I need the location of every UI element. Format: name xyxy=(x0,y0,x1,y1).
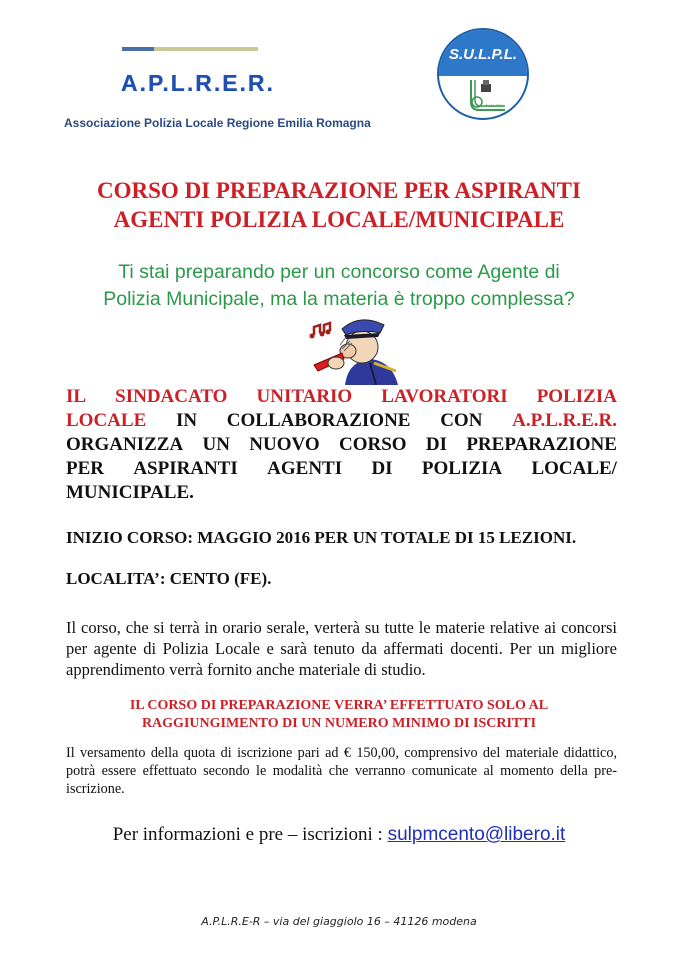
word: LOCALE/ xyxy=(531,458,617,479)
sulpl-emblem-icon xyxy=(461,76,509,116)
word: COLLABORAZIONE xyxy=(226,410,411,431)
police-officer-icon xyxy=(300,313,400,385)
contact-email-link[interactable]: sulpmcento@libero.it xyxy=(387,824,566,845)
warning-line-2: RAGGIUNGIMENTO DI UN NUMERO MINIMO DI ISCRITTI xyxy=(141,716,537,731)
word: ORGANIZZA xyxy=(66,434,184,455)
word: A.P.L.R.E.R. xyxy=(512,410,617,431)
word: LAVORATORI xyxy=(381,386,508,407)
warning-line-1: IL CORSO DI PREPARAZIONE VERRA’ EFFETTUATO SOLO AL xyxy=(129,698,549,713)
word: DI xyxy=(371,458,393,479)
aplrer-logo-text: A.P.L.R.E.R. xyxy=(121,70,275,96)
announcement-line-5: MUNICIPALE. xyxy=(66,482,194,503)
word: NUOVO xyxy=(249,434,320,455)
announcement xyxy=(66,385,617,505)
contact-info xyxy=(0,824,678,846)
word: SINDACATO xyxy=(115,386,228,407)
word: POLIZIA xyxy=(421,458,503,479)
word: IL xyxy=(66,386,87,407)
svg-text:S.U.L.P.M.: S.U.L.P.M. xyxy=(485,103,504,108)
word: PREPARAZIONE xyxy=(466,434,617,455)
announcement-line-2 xyxy=(66,409,617,433)
course-description: Il corso, che si terrà in orario serale, verterà su tutte le materie relative ai concorsi per agente di Polizia Locale e sarà tenuto da affermati docenti. Per un migliore apprendimento verrà fornito anche materiale di studio. xyxy=(66,618,617,679)
sulpl-logo xyxy=(437,28,529,120)
course-start: INIZIO CORSO: MAGGIO 2016 PER UN TOTALE DI 15 LEZIONI. xyxy=(66,528,577,547)
minimum-enrollment-warning xyxy=(0,697,678,733)
footer-address: A.P.L.R.E-R – via del giaggiolo 16 – 41126 modena xyxy=(201,915,477,928)
word: POLIZIA xyxy=(536,386,617,407)
announcement-line-3 xyxy=(66,433,617,457)
title-line-1: CORSO DI PREPARAZIONE PER ASPIRANTI xyxy=(97,178,581,203)
course-location: LOCALITA’: CENTO (FE). xyxy=(66,569,272,588)
word: CORSO xyxy=(338,434,407,455)
word: AGENTI xyxy=(267,458,343,479)
word: ASPIRANTI xyxy=(133,458,238,479)
word: IN xyxy=(175,410,198,431)
announcement-line-1 xyxy=(66,385,617,409)
title-line-2: AGENTI POLIZIA LOCALE/MUNICIPALE xyxy=(113,207,565,232)
sulpl-logo-text: S.U.L.P.L. xyxy=(448,46,518,63)
word: UNITARIO xyxy=(256,386,353,407)
announcement-line-4 xyxy=(66,457,617,481)
logo-bar-tan xyxy=(154,47,258,51)
word: DI xyxy=(425,434,447,455)
word: CON xyxy=(440,410,483,431)
fee-info: Il versamento della quota di iscrizione pari ad € 150,00, comprensivo del materiale didattico, potrà essere effettuato secondo le modalità che verranno comunicate al momento della pre-iscrizione. xyxy=(66,745,617,797)
word: UN xyxy=(202,434,230,455)
contact-label: Per informazioni e pre – iscrizioni : xyxy=(112,824,388,845)
word: LOCALE xyxy=(66,410,147,431)
aplrer-subtitle: Associazione Polizia Locale Regione Emilia Romagna xyxy=(64,116,371,130)
word: PER xyxy=(66,458,104,479)
question-line-2: Polizia Municipale, ma la materia è troppo complessa? xyxy=(103,288,575,310)
question-line-1: Ti stai preparando per un concorso come Agente di xyxy=(118,261,560,283)
police-whistle-illustration xyxy=(300,313,400,390)
intro-question xyxy=(0,259,678,313)
logo-bar-blue xyxy=(122,47,154,51)
page-title xyxy=(0,176,678,234)
